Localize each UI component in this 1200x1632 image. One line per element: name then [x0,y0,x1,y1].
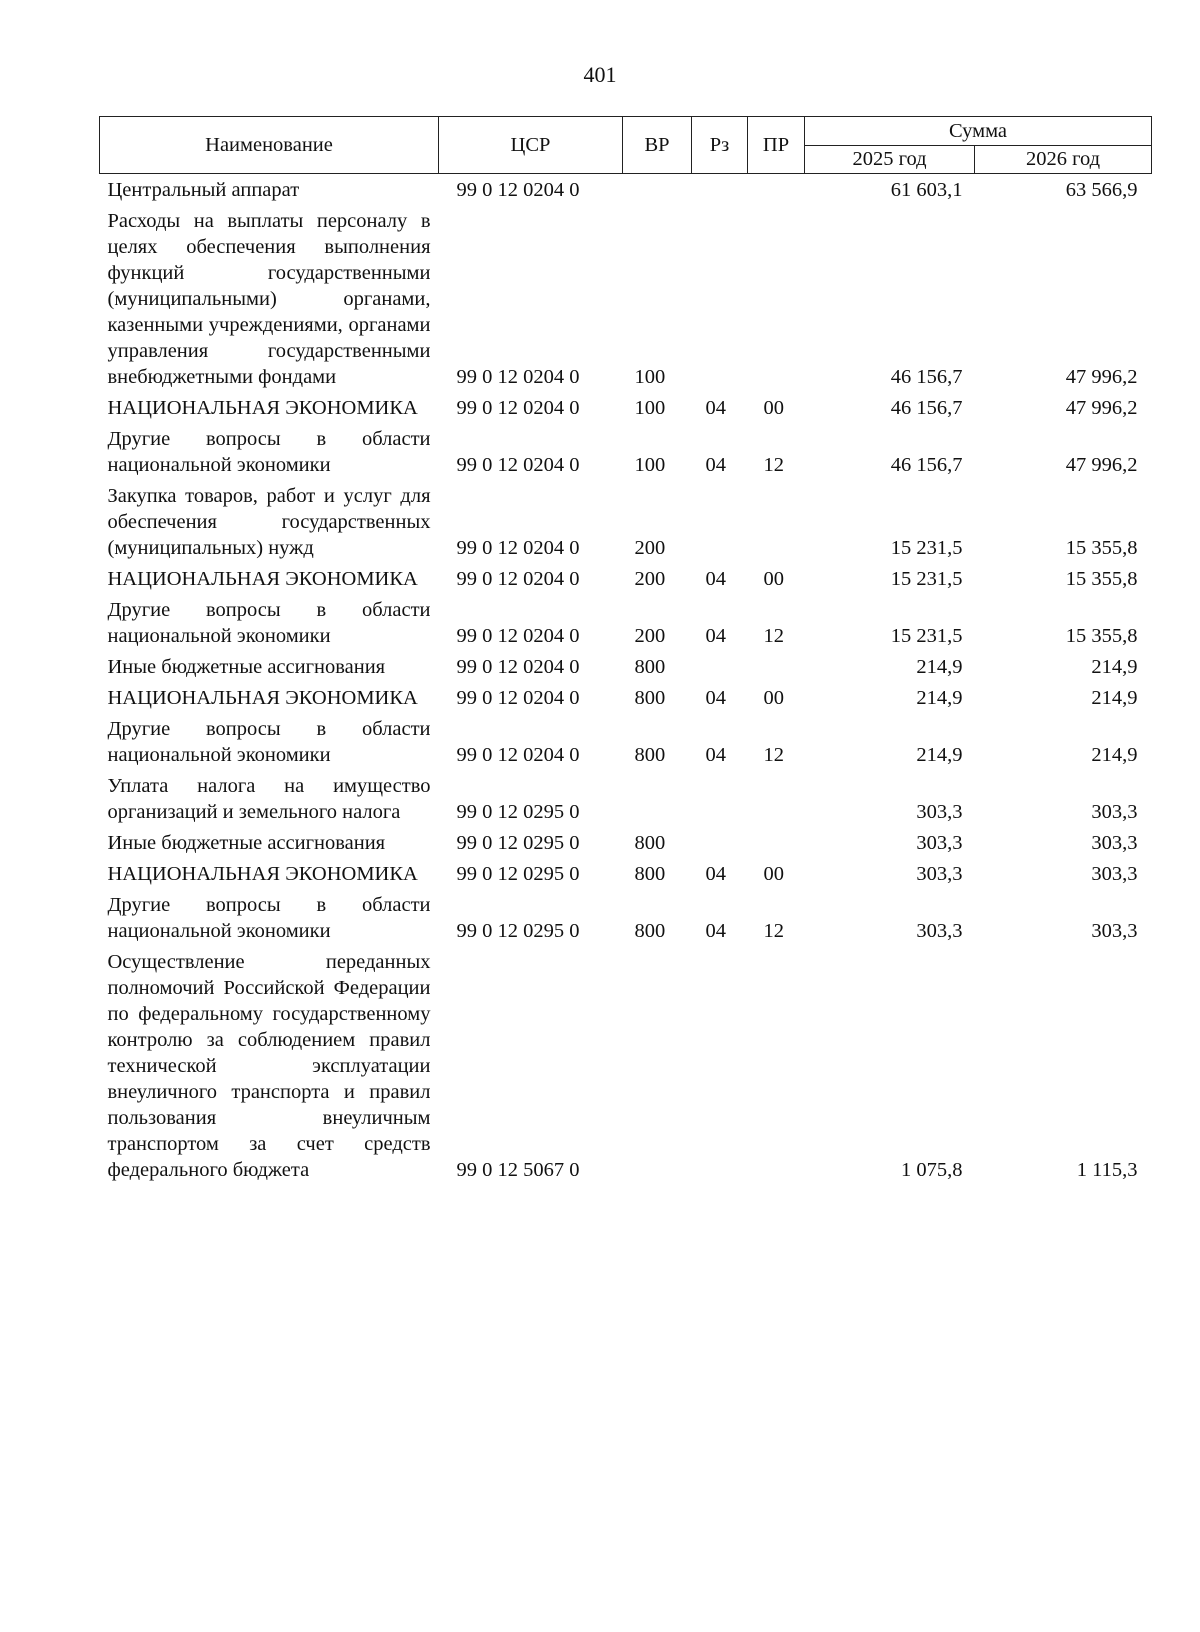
row-name: Уплата налога на имущество организаций и земельного налога [107,775,431,823]
header-name: Наименование [100,117,439,174]
row-sum-2025: 214,9 [916,656,963,678]
row-sum-2026: 15 355,8 [1065,568,1138,590]
row-pr: 12 [763,625,784,647]
row-rz: 04 [705,454,726,476]
row-sum-2026: 214,9 [1091,656,1138,678]
table-row [100,946,1152,1185]
table-row [100,392,1152,423]
row-pr: 12 [763,454,784,476]
row-vr: 200 [634,537,666,559]
row-csr: 99 0 12 0204 0 [456,179,580,201]
table-body [100,174,1152,1186]
row-csr: 99 0 12 0204 0 [456,744,580,766]
row-sum-2025: 15 231,5 [890,625,963,647]
row-sum-2025: 61 603,1 [890,179,963,201]
row-name: Центральный аппарат [107,179,300,201]
row-vr: 800 [634,744,666,766]
row-pr: 12 [763,920,784,942]
row-name: Другие вопросы в области национальной экономики [107,718,431,766]
row-vr: 200 [634,568,666,590]
table-row [100,205,1152,392]
row-csr: 99 0 12 0204 0 [456,366,580,388]
row-vr: 800 [634,863,666,885]
row-vr: 100 [634,454,666,476]
row-sum-2025: 214,9 [916,744,963,766]
row-sum-2026: 47 996,2 [1065,454,1138,476]
row-rz [692,827,748,858]
row-sum-2025: 46 156,7 [890,397,963,419]
row-sum-2026: 214,9 [1091,744,1138,766]
row-rz [692,946,748,1185]
row-sum-2026: 303,3 [1091,920,1138,942]
row-sum-2026: 214,9 [1091,687,1138,709]
row-rz [692,174,748,206]
table-row [100,594,1152,651]
table-row [100,858,1152,889]
table-row [100,889,1152,946]
table-row [100,770,1152,827]
header-rz: Рз [692,117,748,174]
row-sum-2026: 47 996,2 [1065,366,1138,388]
row-sum-2025: 303,3 [916,920,963,942]
budget-table [99,116,1152,1185]
row-vr: 800 [634,656,666,678]
table-row [100,713,1152,770]
row-sum-2026: 303,3 [1091,863,1138,885]
header-csr: ЦСР [439,117,623,174]
row-vr [623,946,692,1185]
row-sum-2025: 15 231,5 [890,537,963,559]
header-sum: Сумма [805,117,1152,146]
row-sum-2025: 303,3 [916,801,963,823]
row-name: Иные бюджетные ассигнования [107,832,386,854]
table-row [100,682,1152,713]
row-sum-2026: 47 996,2 [1065,397,1138,419]
header-year-2025: 2025 год [805,145,975,174]
row-sum-2026: 303,3 [1091,801,1138,823]
row-sum-2025: 214,9 [916,687,963,709]
row-pr [748,174,805,206]
row-csr: 99 0 12 0204 0 [456,568,580,590]
row-csr: 99 0 12 0295 0 [456,832,580,854]
row-vr: 100 [634,397,666,419]
row-sum-2026: 303,3 [1091,832,1138,854]
row-name: Иные бюджетные ассигнования [107,656,386,678]
table-row [100,423,1152,480]
row-pr [748,480,805,563]
row-csr: 99 0 12 0204 0 [456,625,580,647]
row-pr [748,770,805,827]
row-csr: 99 0 12 0204 0 [456,537,580,559]
row-vr [623,174,692,206]
row-sum-2025: 46 156,7 [890,366,963,388]
row-pr [748,946,805,1185]
row-name: Расходы на выплаты персоналу в целях обеспечения выполнения функций государственными (муниципальными) органами, казенными учреждениями, органами управления государственными внебюджетными фондами [107,210,431,388]
row-sum-2026: 1 115,3 [1076,1159,1138,1181]
row-vr: 100 [634,366,666,388]
row-vr: 800 [634,832,666,854]
header-vr: ВР [623,117,692,174]
header-pr: ПР [748,117,805,174]
row-csr: 99 0 12 0204 0 [456,454,580,476]
table-row [100,563,1152,594]
row-name: НАЦИОНАЛЬНАЯ ЭКОНОМИКА [107,568,418,590]
row-vr: 800 [634,687,666,709]
row-vr: 200 [634,625,666,647]
row-rz [692,770,748,827]
row-pr [748,651,805,682]
table-row [100,174,1152,206]
row-name: НАЦИОНАЛЬНАЯ ЭКОНОМИКА [107,687,418,709]
row-rz: 04 [705,687,726,709]
row-csr: 99 0 12 0295 0 [456,801,580,823]
row-pr: 00 [763,687,784,709]
row-sum-2025: 15 231,5 [890,568,963,590]
row-sum-2025: 303,3 [916,863,963,885]
row-rz [692,480,748,563]
row-name: Другие вопросы в области национальной экономики [107,428,431,476]
row-name: НАЦИОНАЛЬНАЯ ЭКОНОМИКА [107,863,418,885]
table-header [100,117,1152,174]
table-row [100,651,1152,682]
row-csr: 99 0 12 0295 0 [456,920,580,942]
row-csr: 99 0 12 0204 0 [456,656,580,678]
row-name: Другие вопросы в области национальной экономики [107,599,431,647]
table-row [100,480,1152,563]
row-name: Осуществление переданных полномочий Российской Федерации по федеральному государственному контролю за соблюдением правил технической эксплуатации внеуличного транспорта и правил пользования внеуличным транспортом за счет средств федерального бюджета [107,951,431,1181]
row-name: Другие вопросы в области национальной экономики [107,894,431,942]
row-name: НАЦИОНАЛЬНАЯ ЭКОНОМИКА [107,397,418,419]
row-rz [692,205,748,392]
row-rz: 04 [705,863,726,885]
page-number: 401 [583,62,617,87]
row-sum-2026: 15 355,8 [1065,625,1138,647]
row-rz: 04 [705,744,726,766]
row-sum-2026: 63 566,9 [1065,179,1138,201]
row-pr: 00 [763,568,784,590]
row-csr: 99 0 12 0295 0 [456,863,580,885]
row-sum-2026: 15 355,8 [1065,537,1138,559]
row-pr: 00 [763,397,784,419]
table-row [100,827,1152,858]
row-csr: 99 0 12 0204 0 [456,687,580,709]
row-sum-2025: 46 156,7 [890,454,963,476]
row-rz: 04 [705,625,726,647]
row-rz: 04 [705,397,726,419]
row-sum-2025: 1 075,8 [901,1159,963,1181]
row-pr [748,827,805,858]
row-csr: 99 0 12 0204 0 [456,397,580,419]
row-sum-2025: 303,3 [916,832,963,854]
row-rz: 04 [705,920,726,942]
row-rz: 04 [705,568,726,590]
row-pr: 12 [763,744,784,766]
row-csr: 99 0 12 5067 0 [456,1159,580,1181]
row-vr: 800 [634,920,666,942]
row-vr [623,770,692,827]
row-rz [692,651,748,682]
row-name: Закупка товаров, работ и услуг для обеспечения государственных (муниципальных) нужд [107,485,431,559]
header-year-2026: 2026 год [975,145,1152,174]
row-pr [748,205,805,392]
row-pr: 00 [763,863,784,885]
